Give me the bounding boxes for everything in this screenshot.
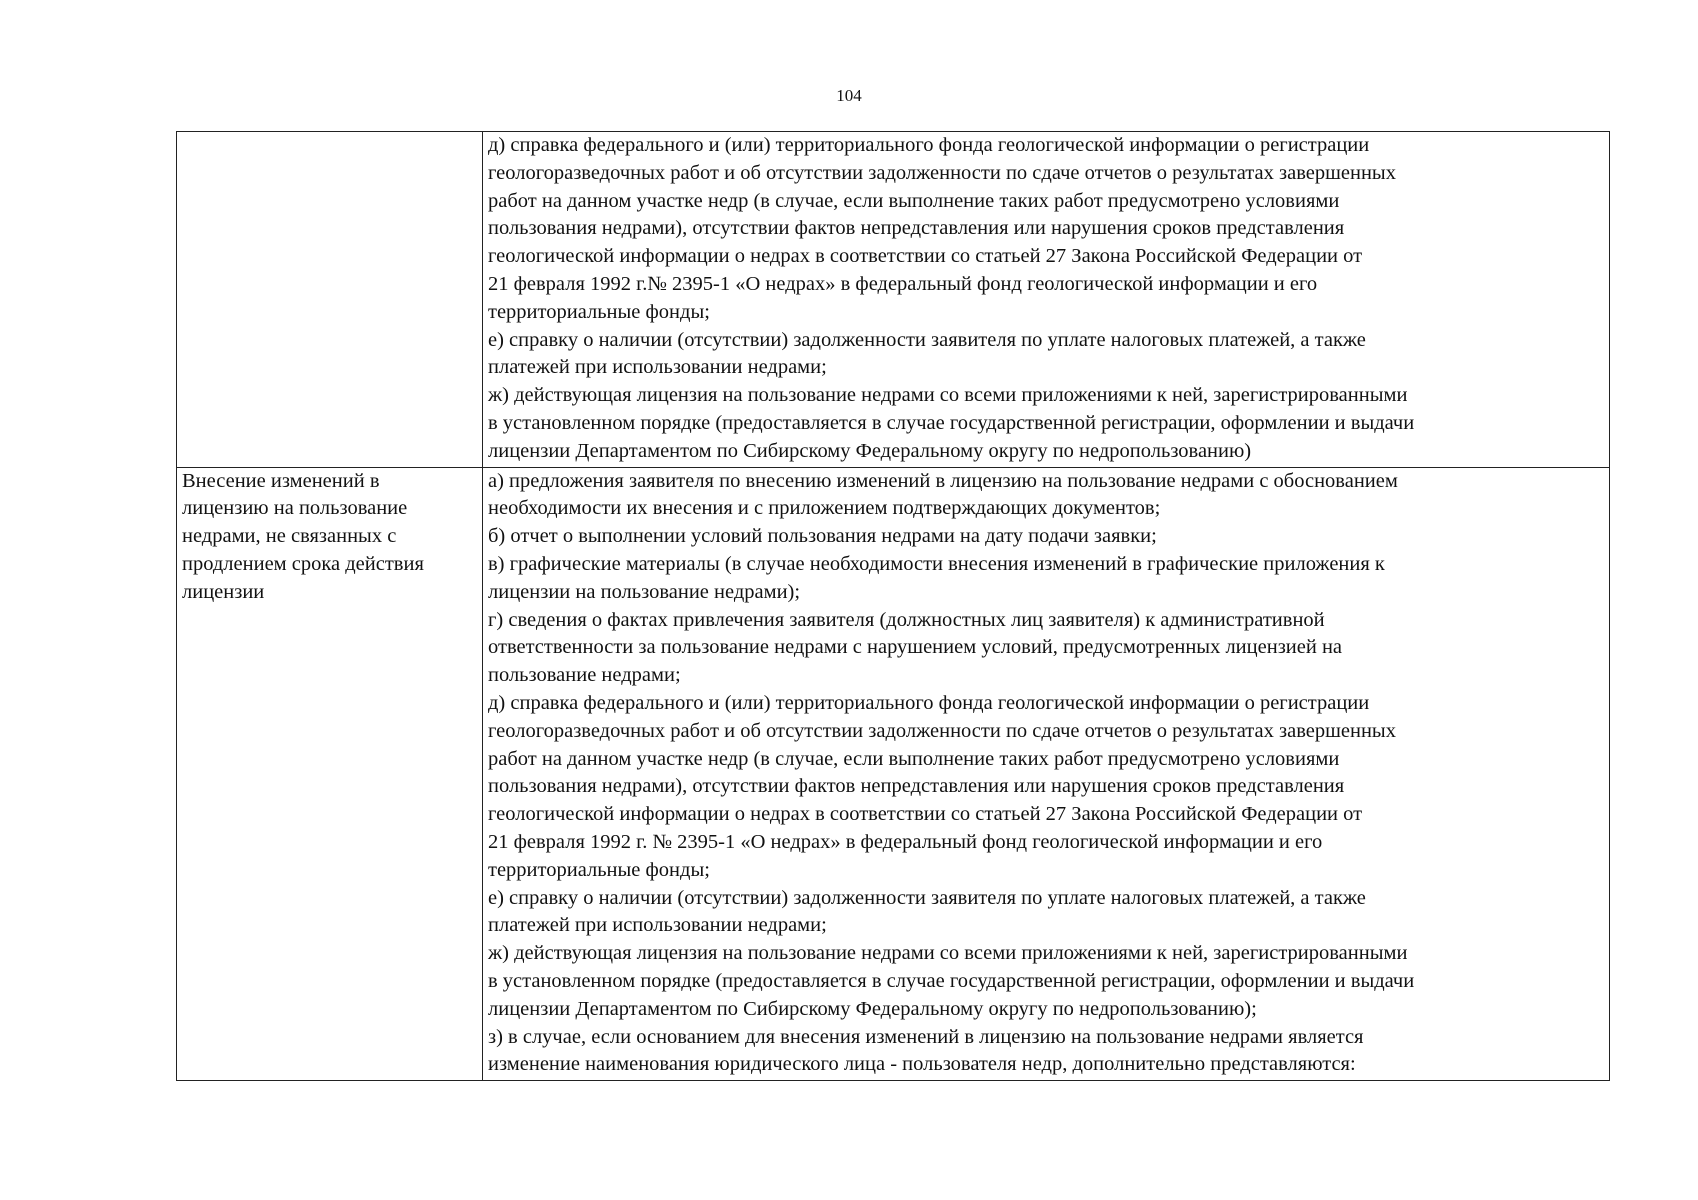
document-item-line: пользование недрами; (488, 664, 681, 687)
document-item-line: необходимости их внесения и с приложением подтверждающих документов; (488, 497, 1161, 520)
document-item-line: а) предложения заявителя по внесению изменений в лицензию на пользование недрами с обоснованием (488, 469, 1398, 492)
document-item-line: в установленном порядке (предоставляется в случае государственной регистрации, оформлении и выдачи (488, 969, 1415, 992)
requirements-table (176, 131, 1610, 1081)
page-number: 104 (836, 86, 862, 105)
procedure-name-cell (177, 467, 483, 1081)
procedure-name-cell (177, 132, 483, 468)
document-item-line: д) справка федерального и (или) территориального фонда геологической информации о регистрации (488, 134, 1370, 156)
table-row (177, 132, 1610, 468)
document-item-line: 21 февраля 1992 г.№ 2395-1 «О недрах» в федеральный фонд геологической информации и его (488, 272, 1318, 295)
document-item-line: лицензии на пользование недрами); (488, 580, 801, 603)
document-item-line: з) в случае, если основанием для внесения изменений в лицензию на пользование недрами является (488, 1025, 1364, 1048)
document-item-line: геологической информации о недрах в соответствии со статьей 27 Закона Российской Федерации от (488, 245, 1363, 268)
document-item-line: ж) действующая лицензия на пользование недрами со всеми приложениями к ней, зарегистрированными (488, 384, 1408, 407)
document-item-line: б) отчет о выполнении условий пользования недрами на дату подачи заявки; (488, 525, 1157, 548)
procedure-name-line: недрами, не связанных с (182, 525, 397, 548)
procedure-name-line: Внесение изменений в (182, 469, 380, 492)
document-item-line: в) графические материалы (в случае необходимости внесения изменений в графические приложения к (488, 552, 1385, 575)
documents-list-cell (483, 132, 1610, 468)
document-item-line: г) сведения о фактах привлечения заявителя (должностных лиц заявителя) к административной (488, 608, 1325, 631)
document-item-line: е) справку о наличии (отсутствии) задолженности заявителя по уплате налоговых платежей, а также (488, 328, 1366, 351)
document-item-line: геологоразведочных работ и об отсутствии задолженности по сдаче отчетов о результатах завершенных (488, 161, 1396, 184)
document-item-line: геологической информации о недрах в соответствии со статьей 27 Закона Российской Федерации от (488, 803, 1363, 826)
documents-list-cell (483, 467, 1610, 1081)
document-item-line: геологоразведочных работ и об отсутствии задолженности по сдаче отчетов о результатах завершенных (488, 719, 1396, 742)
procedure-name-line: лицензию на пользование (182, 497, 408, 520)
document-item-line: платежей при использовании недрами; (488, 914, 827, 937)
document-item-line: пользования недрами), отсутствии фактов непредставления или нарушения сроков представления (488, 217, 1345, 240)
table-row (177, 467, 1610, 1081)
document-item-line: работ на данном участке недр (в случае, если выполнение таких работ предусмотрено условиями (488, 189, 1340, 212)
document-item-line: работ на данном участке недр (в случае, если выполнение таких работ предусмотрено условиями (488, 747, 1340, 770)
document-item-line: изменение наименования юридического лица - пользователя недр, дополнительно представляются: (488, 1053, 1356, 1076)
document-item-line: ж) действующая лицензия на пользование недрами со всеми приложениями к ней, зарегистрированными (488, 942, 1408, 965)
document-item-line: ответственности за пользование недрами с нарушением условий, предусмотренных лицензией на (488, 636, 1343, 659)
document-item-line: территориальные фонды; (488, 858, 710, 881)
document-item-line: лицензии Департаментом по Сибирскому Федеральному округу по недропользованию); (488, 997, 1257, 1020)
procedure-name-line: продлением срока действия (182, 552, 424, 575)
document-item-line: платежей при использовании недрами; (488, 356, 827, 379)
document-item-line: в установленном порядке (предоставляется в случае государственной регистрации, оформлении и выдачи (488, 411, 1415, 434)
document-item-line: е) справку о наличии (отсутствии) задолженности заявителя по уплате налоговых платежей, а также (488, 886, 1366, 909)
document-item-line: д) справка федерального и (или) территориального фонда геологической информации о регистрации (488, 691, 1370, 714)
document-item-line: 21 февраля 1992 г. № 2395-1 «О недрах» в федеральный фонд геологической информации и его (488, 830, 1323, 853)
document-item-line: территориальные фонды; (488, 300, 710, 323)
document-item-line: пользования недрами), отсутствии фактов непредставления или нарушения сроков представления (488, 775, 1345, 798)
procedure-name-line: лицензии (182, 580, 265, 603)
document-item-line: лицензии Департаментом по Сибирскому Федеральному округу по недропользованию) (488, 439, 1252, 462)
table-body (177, 132, 1610, 1081)
